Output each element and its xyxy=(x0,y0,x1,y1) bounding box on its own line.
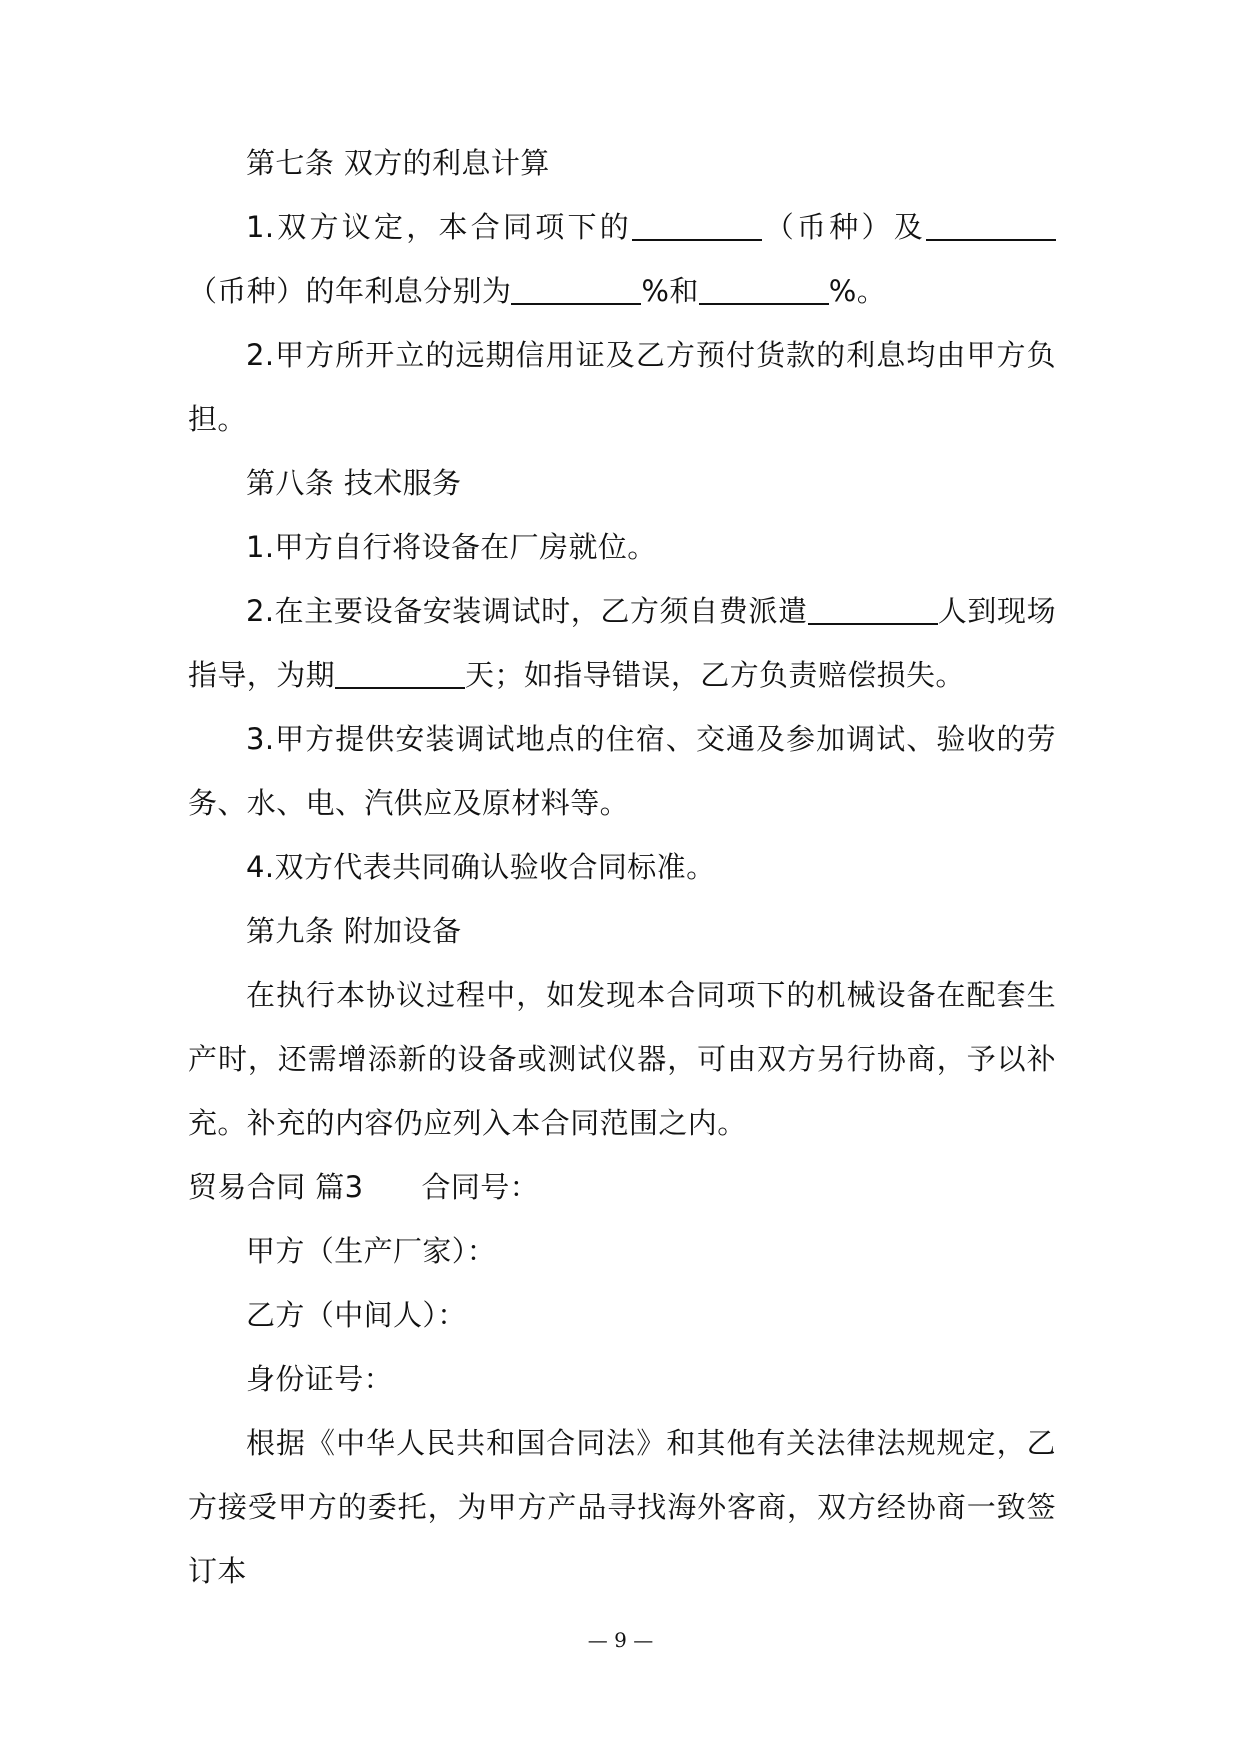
article8-item2 xyxy=(188,579,1056,707)
interest-a-blank xyxy=(511,274,641,305)
article8-item2-text3: 天；如指导错误，乙方负责赔偿损失。 xyxy=(465,658,965,692)
contract3-title: 贸易合同 篇3 xyxy=(188,1170,364,1204)
party-a-line: 甲方（生产厂家）： xyxy=(246,1234,497,1268)
id-number-line: 身份证号： xyxy=(246,1362,394,1396)
currency-b-blank xyxy=(926,210,1056,241)
article7-item2: 2.甲方所开立的远期信用证及乙方预付货款的利息均由甲方负担。 xyxy=(188,338,1056,436)
article8-item1: 1.甲方自行将设备在厂房就位。 xyxy=(246,530,657,564)
document-body xyxy=(188,131,1056,1603)
article8-item4: 4.双方代表共同确认验收合同标准。 xyxy=(246,850,716,884)
staff-count-blank xyxy=(808,594,938,625)
article8-item2-text1: 2.在主要设备安装调试时，乙方须自费派遣 xyxy=(246,594,808,628)
article8-item3: 3.甲方提供安装调试地点的住宿、交通及参加调试、验收的劳务、水、电、汽供应及原材料等。 xyxy=(188,722,1056,820)
contract3-title-row xyxy=(188,1155,1056,1219)
contract-number-label: 合同号： xyxy=(421,1170,540,1204)
article7-item1-text5: %。 xyxy=(828,274,887,308)
page-number: — 9 — xyxy=(587,1628,654,1652)
article9-heading: 第九条 附加设备 xyxy=(246,914,462,948)
article7-heading: 第七条 双方的利息计算 xyxy=(246,146,550,180)
currency-a-blank xyxy=(632,210,762,241)
article7-item1-text2: （币种）及 xyxy=(761,210,926,244)
article8-heading: 第八条 技术服务 xyxy=(246,466,462,500)
contract3-intro: 根据《中华人民共和国合同法》和其他有关法律法规规定，乙方接受甲方的委托，为甲方产品寻找海外客商，双方经协商一致签订本 xyxy=(188,1426,1056,1588)
article7-item1 xyxy=(188,195,1056,323)
article8-item2-text2: 人到现场指导，为期 xyxy=(188,594,1056,692)
article7-item1-text3: （币种）的年利息分别为 xyxy=(188,274,512,308)
article7-item1-text4: %和 xyxy=(641,274,699,308)
party-b-line: 乙方（中间人）： xyxy=(246,1298,467,1332)
interest-b-blank xyxy=(699,274,829,305)
article7-item1-text1: 1.双方议定，本合同项下的 xyxy=(246,210,632,244)
days-blank xyxy=(335,658,465,689)
article9-body: 在执行本协议过程中，如发现本合同项下的机械设备在配套生产时，还需增添新的设备或测试仪器，可由双方另行协商，予以补充。补充的内容仍应列入本合同范围之内。 xyxy=(188,978,1056,1140)
